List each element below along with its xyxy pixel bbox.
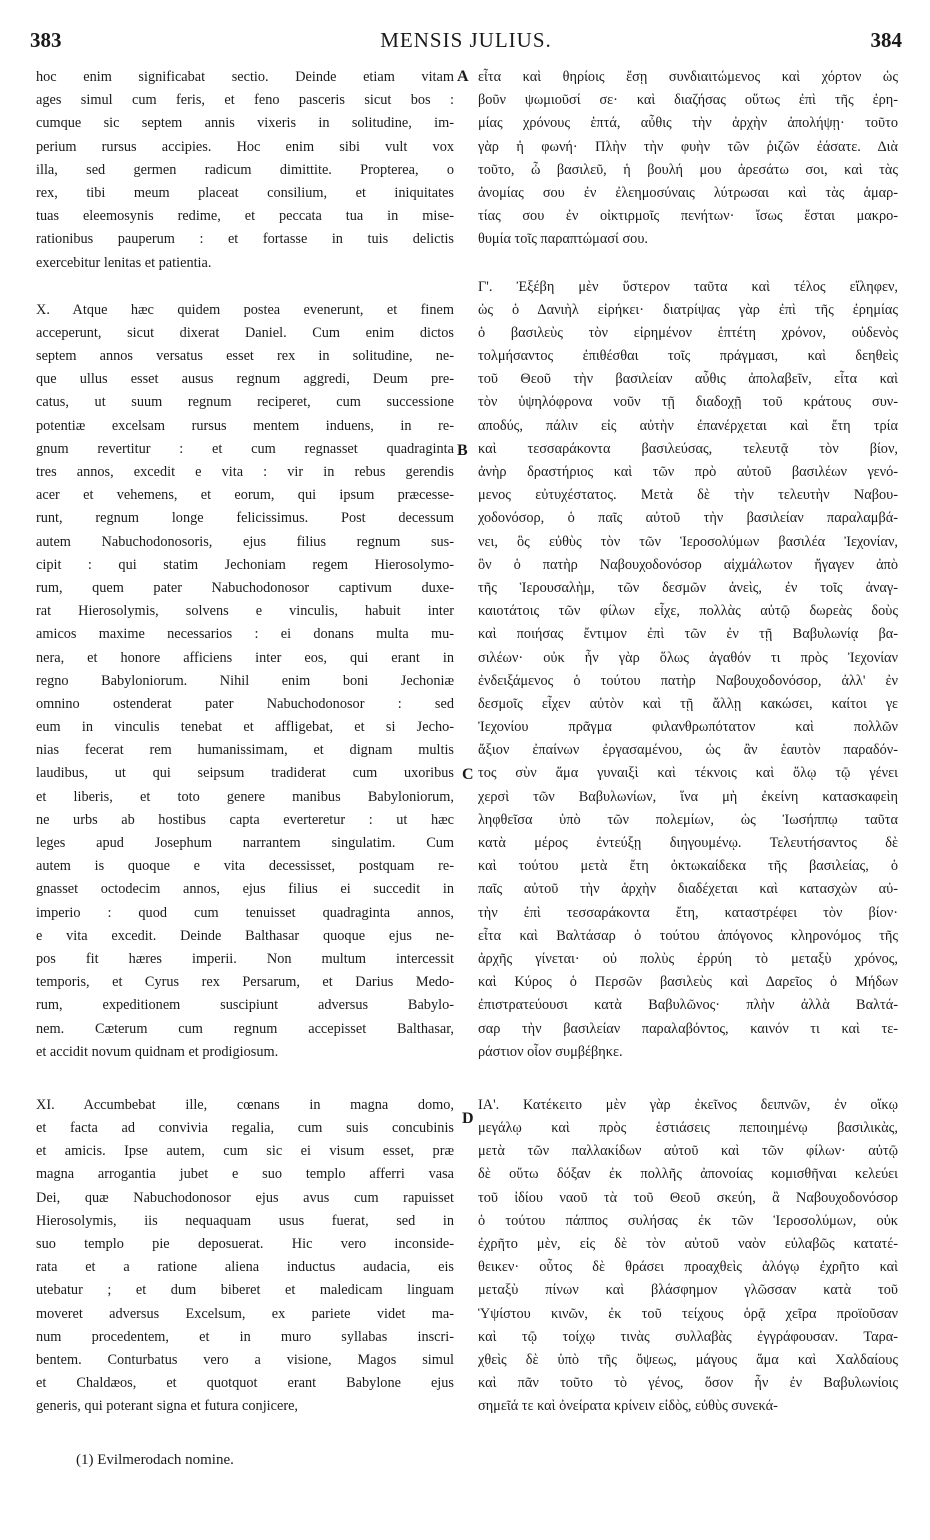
text-line: rum, quem pater Nabuchodonosor captivum duxe- [36, 579, 454, 596]
text-line: et Chaldæos, et quotquot erant Babylone ejus [36, 1375, 454, 1392]
section-marker-c: C [462, 766, 474, 783]
text-line: ὁ βασιλεὺς τὸν εἰρημένον ἑπτέτη χρόνον, οὐδενὸς [478, 324, 898, 341]
text-line: et accidit novum quidnam et prodigiosum. [36, 1043, 279, 1060]
paragraph-gap [36, 1064, 454, 1094]
text-line: perium rursus accipies. Hoc enim sibi vult vox [36, 138, 454, 155]
text-line: pos fit hæres imperii. Non multum intercessit [36, 950, 454, 967]
paragraph-gap [478, 1064, 898, 1094]
text-line: ὁ τούτου πάππος συλήσας ἐκ τῶν Ἱεροσολύμων, οὐκ [478, 1212, 898, 1229]
text-line: magna arrogantia jubet e suo templo afferri vasa [36, 1166, 454, 1183]
text-line: εἶτα καὶ θηρίοις ἔσῃ συνδιαιτώμενος καὶ χόρτον ὡς [478, 69, 898, 85]
text-line: ληφθεῖσα ὑπὸ τῶν πολεμίων, ὡς Ἰωσήππῳ ταῦτα [478, 811, 898, 828]
section-marker-a: A [457, 68, 469, 85]
text-line: βοῦν ψωμιοῦσί σε· καὶ διαζήσας οὕτως ἐπὶ τῆς ἐρη- [478, 92, 898, 109]
text-line: acer et vehemens, et eorum, qui ipsum præcesse- [36, 487, 454, 504]
text-line: catus, ut suum regnum reciperet, cum successione [36, 394, 454, 411]
section-marker-d: D [462, 1110, 474, 1127]
text-line: autem Nabuchodonosoris, ejus filius regnum sus- [36, 533, 454, 550]
text-line: rata et a ratione aliena inductus audacia, eis [36, 1259, 454, 1276]
text-line: νει, ὃς εὐθὺς τὸν τῶν Ἱεροσολύμων βασιλέα Ἰεχονίαν, [478, 533, 898, 550]
footnote: (1) Evilmerodach nomine. [76, 1452, 234, 1468]
text-line: τὸν ὑψηλόφρονα νοῦν τῇ διαδοχῇ τοῦ κράτους συν- [478, 394, 898, 411]
text-line: ἄξιον ἐπαίνων ἐργασαμένου, ὡς ἂν ἑαυτὸν παραδόν- [478, 742, 898, 759]
text-line: temporis, et Cyrus rex Persarum, et Darius Medo- [36, 974, 454, 991]
greek-paragraph-2 [478, 276, 898, 1064]
text-line: que ullus esset ausus regnum aggredi, Deum pre- [36, 371, 454, 388]
text-line: ἐχρῆτο μὲν, εἰς δὲ τὸν αὐτοῦ ναὸν εὐλαβῶς κατατέ- [478, 1236, 898, 1252]
text-line: δεσμοῖς εἶχεν αὐτὸν καὶ τῇ ἄλλῃ κακώσει, καίτοι γε [478, 695, 898, 712]
text-line: rum, expeditionem suscipiunt adversus Babylo- [36, 997, 454, 1014]
text-line: καὶ τεσσαράκοντα βασιλεύσας, τελευτᾷ τὸν βίον, [478, 440, 898, 457]
text-line: ἀρχῆς γίνεται· οὐ πολὺς ἐρρύη τὸ μεταξὺ χρόνος, [478, 950, 898, 967]
text-line: rex, tibi meum placeat consilium, et iniquitates [36, 184, 454, 201]
text-line: μετὰ τῶν παλλακίδων αὐτοῦ καὶ τῶν φίλων· αὐτῷ [478, 1143, 898, 1160]
text-line: τολμήσαντος ἐπιθέσθαι τοῖς πράγμασι, καὶ δεηθεὶς [478, 348, 898, 365]
text-line: καὶ τῷ τοίχῳ τινὰς συλλαβὰς ἐγγράφουσαν. Ταρα- [478, 1328, 898, 1345]
text-line: utebatur ; et dum biberet et maledicam linguam [36, 1282, 454, 1299]
text-line: σημεῖά τε καὶ ὀνείρατα κρίνειν εἰδὸς, εὐθὺς συνεκά- [478, 1398, 778, 1415]
text-line: exercebitur lenitas et patientia. [36, 254, 212, 271]
text-line: imperio : quod cum tenuisset quadraginta annos, [36, 904, 454, 921]
text-line: rationibus pauperum : et fortasse in tuis delictis [36, 231, 454, 248]
page-number-left: 383 [30, 28, 62, 52]
text-line: potentiæ excelsam rursus mentem induens, in re- [36, 417, 454, 434]
text-line: ne urbs ab hostibus capta everteretur : ut hæc [36, 811, 454, 828]
text-line: suo templo pie deposuerat. Hic vero inconside- [36, 1236, 454, 1252]
page-header [30, 28, 902, 58]
greek-paragraph-3 [478, 1094, 898, 1419]
text-line: τοῦ ἰδίου ναοῦ τὰ τοῦ Θεοῦ σκεύη, ἃ Ναβουχοδονόσορ [478, 1189, 898, 1206]
text-line: σαρ τὴν βασιλείαν παραλαβόντος, καινόν τι καὶ τε- [478, 1020, 898, 1037]
text-line: ἀνομίας σου ἐν ἐλεημοσύναις λύτρωσαι καὶ τὰς ἁμαρ- [478, 184, 898, 201]
greek-paragraph-1 [478, 66, 898, 252]
text-line: μενος εὐτυχέστατος. Μετὰ δὲ τὴν τελευτὴν Ναβου- [478, 487, 898, 504]
text-line: illa, sed germen radicum dimittite. Propterea, o [36, 161, 454, 178]
text-line: generis, qui poterant signa et futura conjicere, [36, 1398, 299, 1415]
text-line: ἐνδειξάμενος ὁ τούτου πατὴρ Ναβουχοδονόσορ, ἀλλ' ἐν [478, 672, 898, 689]
text-line: num procedentem, et in muro syllabas inscri- [36, 1328, 454, 1345]
text-line: septem annos versatus esset rex in solitudine, ne- [36, 348, 454, 365]
paragraph-gap [478, 252, 898, 276]
text-line: runt, regnum longe felicissimus. Post decessum [36, 510, 454, 527]
text-line: δὲ οὕτω δόξαν ἐκ πολλῆς ἀπονοίας κομισθῆναι κελεύει [478, 1166, 898, 1183]
text-line: hoc enim significabat sectio. Deinde etiam vitam [36, 69, 454, 85]
greek-column [478, 66, 898, 1419]
text-line: acceperunt, sicut dixerat Daniel. Cum enim dictos [36, 324, 454, 341]
text-line: bentem. Conturbatus vero a visione, Magos simul [36, 1351, 454, 1368]
text-line: omnino ostenderat pater Nabuchodonosor : sed [36, 695, 454, 712]
text-line: μίας χρόνους ἑπτά, αὖθις τὴν ἀρχὴν ἀπολήψῃ· τοῦτο [478, 115, 898, 132]
text-line: τοῦ Θεοῦ τὴν βασιλείαν αὖθις ἀπολαβεῖν, εἶτα καὶ [478, 371, 898, 388]
text-line: ὡς ὁ Δανιὴλ εἰρήκει· διατρίψας γὰρ ἐπὶ τῆς ἐρημίας [478, 301, 898, 318]
text-line: cipit : qui statim Jechoniam regem Hierosolymo- [36, 556, 454, 573]
text-line: χθεὶς δὲ ὑπὸ τῆς ὄψεως, μάγους ἅμα καὶ Χαλδαίους [478, 1351, 898, 1368]
text-line: nem. Cæterum cum regnum accepisset Balthasar, [36, 1020, 454, 1037]
text-line: gnum revertitur : et cum regnasset quadraginta [36, 440, 454, 457]
text-line: ράστιον οἷον συμβέβηκε. [478, 1043, 623, 1060]
running-title: MENSIS JULIUS. [380, 28, 552, 52]
text-line: laudibus, ut qui seipsum tradiderat cum uxoribus [36, 765, 454, 782]
latin-column [36, 66, 454, 1419]
text-line: Hierosolymis, iis nequaquam usus fuerat, sed in [36, 1212, 454, 1229]
text-line: et facta ad convivia regalia, cum suis concubinis [36, 1120, 454, 1137]
text-line: τίας σου ἐν οἰκτιρμοῖς πενήτων· ἴσως ἔσται μακρο- [478, 208, 898, 225]
text-line: eum in vinculis tenebat et affligebat, et si Jecho- [36, 719, 454, 736]
text-line: X. Atque hæc quidem postea evenerunt, et finem [36, 301, 454, 318]
text-line: gnasset octodecim annos, ejus filius ei succedit in [36, 881, 454, 898]
text-line: et amicis. Ipse autem, cum sic ei visum esset, præ [36, 1143, 454, 1160]
page-number-right: 384 [870, 28, 902, 52]
text-line: εἶτα καὶ Βαλτάσαρ ὁ τούτου ἀπόγονος κληρονόμος τῆς [478, 927, 898, 944]
text-line: παῖς αὐτοῦ τὴν ἀρχὴν διαδέχεται καὶ κατασχὼν αὐ- [478, 881, 898, 898]
text-line: regno Babyloniorum. Nihil enim boni Jechoniæ [36, 672, 454, 689]
text-line: amicos maxime necessarios : ei donans multa mu- [36, 626, 454, 643]
text-line: μεταξὺ πίνων καὶ βλάσφημον γλῶσσαν κατὰ τοῦ [478, 1282, 898, 1299]
text-line: leges apud Josephum narrantem singulatim. Cum [36, 835, 454, 851]
text-line: tuas eleemosynis redime, et peccata tua in mise- [36, 208, 454, 225]
text-line: μεγάλῳ καὶ πρὸς ἑστιάσεις πεποιημένῳ βασιλικὰς, [478, 1120, 898, 1137]
text-line: ages simul cum feris, et feno pasceris sicut bos : [36, 92, 454, 109]
text-line: καὶ τούτου μετὰ ἔτη ὀκτωκαίδεκα τῆς βασιλείας, ὁ [478, 858, 898, 875]
text-line: θυμία τοῖς παραπτώμασί σου. [478, 231, 648, 248]
text-line: et liberis, et toto genere manibus Babyloniorum, [36, 788, 454, 805]
text-line: τος σὺν ἅμα γυναιξὶ καὶ τέκνοις καὶ ὅλῳ τῷ γένει [478, 765, 898, 782]
text-line: cumque sic septem annis vixeris in solitudine, im- [36, 115, 454, 132]
text-line: Dei, quæ Nabuchodonosor ejus avus cum rapuisset [36, 1189, 454, 1206]
text-line: Γ'. Ἐξέβη μὲν ὕστερον ταῦτα καὶ τέλος εἴληφεν, [478, 278, 898, 295]
text-line: καὶ Κύρος ὁ Περσῶν βασιλεὺς καὶ Δαρεῖος ὁ Μήδων [478, 974, 898, 991]
text-line: καὶ ποιήσας ἔντιμον ἐπὶ τῶν ἐν τῇ Βαβυλωνίᾳ βα- [478, 626, 898, 643]
text-line: nias fecerat rem humanissimam, et dignam multis [36, 742, 454, 759]
text-line: σιλέων· οὐκ ἦν γὰρ ὅλως ἀγαθόν τι πρὸς Ἰεχονίαν [478, 649, 898, 666]
text-line: κατὰ μέρος ἐντεύξῃ διηγουμένῳ. Τελευτήσαντος δὲ [478, 835, 898, 851]
text-line: XI. Accumbebat ille, cœnans in magna domo, [36, 1096, 454, 1113]
text-line: autem is quoque e vita decessisset, postquam re- [36, 858, 454, 875]
text-line: ὃν ὁ πατὴρ Ναβουχοδονόσορ αἰχμάλωτον ἤγαγεν ἀπὸ [478, 556, 898, 573]
text-line: θεικεν· οὗτος δὲ θράσει προαχθεὶς ἀλόγῳ ἐχρῆτο καὶ [478, 1259, 898, 1276]
text-line: ΙΑ'. Κατέκειτο μὲν γὰρ ἐκεῖνος δειπνῶν, ἐν οἴκῳ [478, 1096, 898, 1113]
text-line: καὶ πᾶν τοῦτο τὸ γένος, ὅσον ἦν ἐν Βαβυλωνίοις [478, 1375, 898, 1392]
text-line: καιοτάτοις τῶν φίλων εἶχε, πολλὰς αὐτῷ δωρεὰς δοὺς [478, 603, 898, 620]
text-line: χοδονόσορ, ὁ παῖς αὐτοῦ τὴν βασιλείαν παραλαμβά- [478, 510, 898, 527]
text-line: τὴν ἐπὶ τεσσαράκοντα ἔτη, καταστρέφει τὸν βίον· [478, 904, 898, 921]
text-line: Ἰεχονίου πρᾶγμα φιλανθρωπότατον καὶ πολλῶν [478, 719, 898, 736]
text-line: Ὑψίστου κινῶν, ἐκ τοῦ τείχους ὁρᾷ χεῖρα προϊοῦσαν [478, 1305, 898, 1322]
text-line: αποδύς, πάλιν εἰς αὐτὴν ἐπανέρχεται καὶ ἔτη τρία [478, 417, 898, 434]
latin-paragraph-1 [36, 66, 454, 275]
latin-paragraph-2 [36, 299, 454, 1064]
text-line: e vita excedit. Deinde Balthasar quoque ejus ne- [36, 927, 454, 944]
text-line: ἐπιστρατεύουσι κατὰ Βαβυλῶνος· πλὴν ἀλλὰ Βαλτά- [478, 997, 898, 1014]
text-line: moveret adversus Excelsum, ex pariete videt ma- [36, 1305, 454, 1322]
text-line: rat Hierosolymis, solvens e vinculis, habuit inter [36, 603, 454, 620]
text-line: γὰρ ἡ φωνή· Πλὴν τὴν φυὴν τῶν ῥιζῶν ἐάσατε. Διὰ [478, 138, 898, 155]
text-line: nera, et honore afficiens inter eos, qui erant in [36, 649, 454, 666]
text-line: tres annos, excedit e vita : vir in rebus gerendis [36, 464, 454, 480]
text-line: χερσὶ τῶν Βαβυλωνίων, ἵνα μὴ ἐκείνη κατασκαφεὶη [478, 788, 898, 805]
section-marker-b: B [457, 442, 468, 459]
text-line: ἀνὴρ δραστήριος καὶ τῶν πρὸ αὐτοῦ βασιλέων γενό- [478, 464, 898, 480]
paragraph-gap [36, 275, 454, 299]
text-line: τοῦτο, ὦ βασιλεῦ, ἡ βουλή μου ἀρεσάτω σοι, καὶ τὰς [478, 161, 898, 178]
text-line: τῆς Ἱερουσαλὴμ, τῶν δεσμῶν ἀνεὶς, ἐν τοῖς ἀναγ- [478, 579, 898, 596]
latin-paragraph-3 [36, 1094, 454, 1419]
